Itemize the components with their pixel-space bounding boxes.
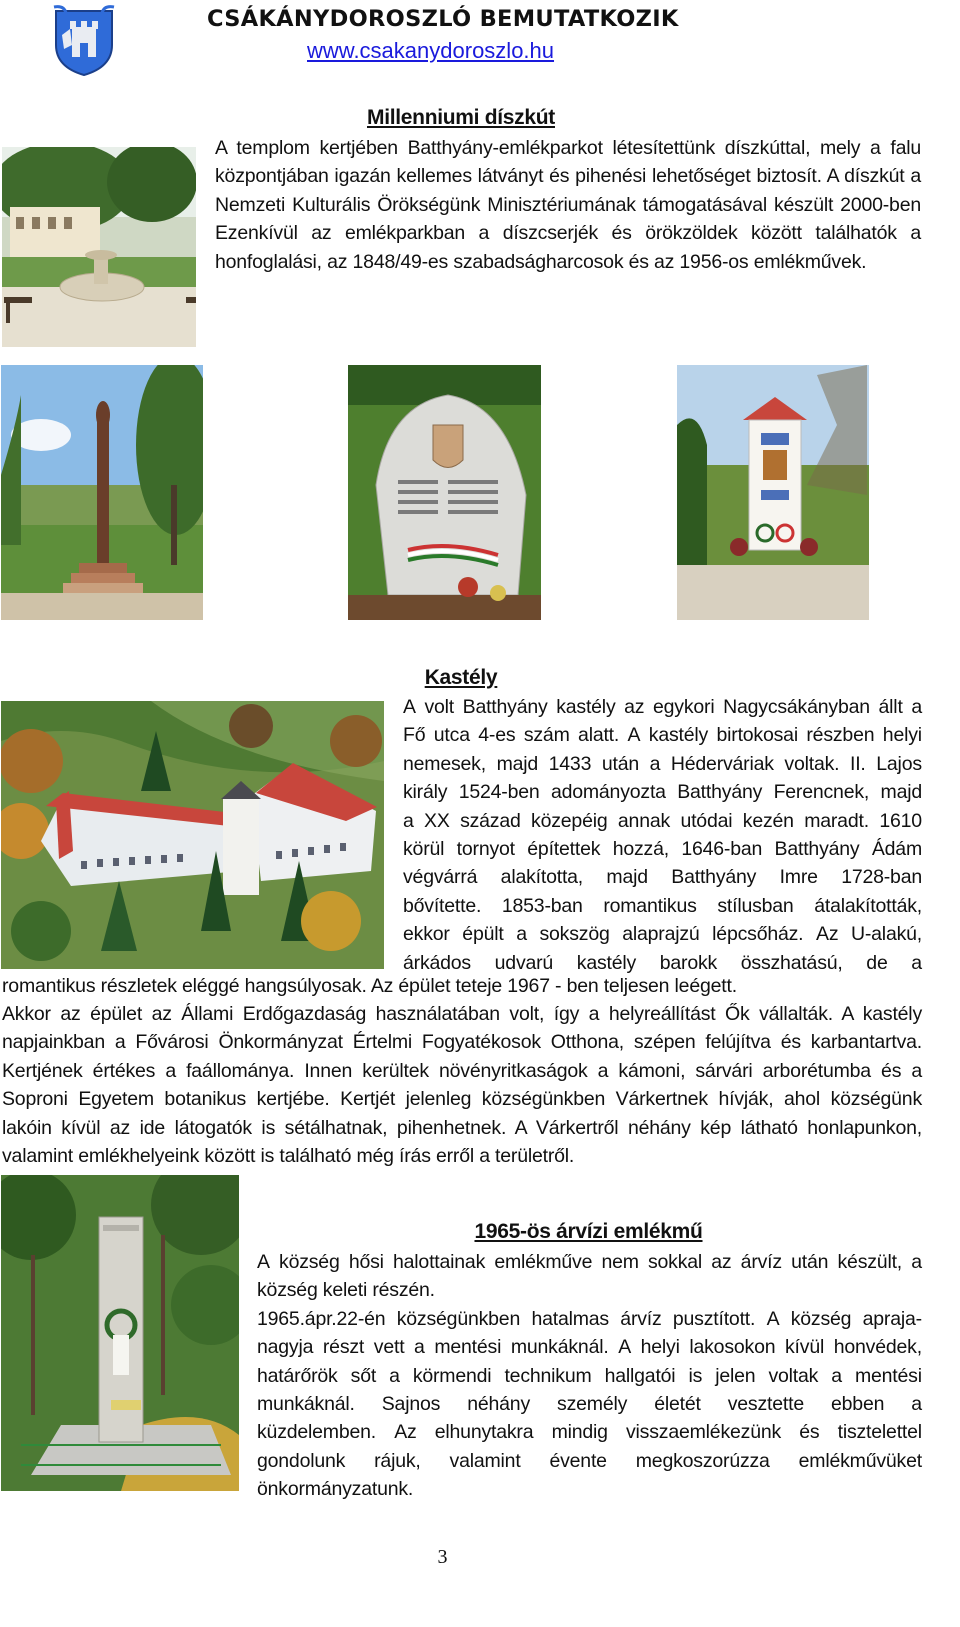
castle-text-line: Fő utca 4-es szám alatt. A kastély birtokosai részben helyi bbox=[403, 724, 922, 747]
flood-text-line: önkormányzatunk. bbox=[257, 1478, 414, 1501]
flood-text-line: gondolunk rájuk, valamint évente megkoszorúzza emlékművüket bbox=[257, 1449, 922, 1472]
monument-photo-column bbox=[1, 365, 203, 620]
flood-text-line: munkáknál. Sajnos néhány személy életét vesztette ebben a bbox=[257, 1392, 922, 1415]
fountain-paragraph: A templom kertjében Batthyány-emlékparkot létesítettünk díszkúttal, mely a falu központjában igazán kellemes látványt és pihenési lehetőséget biztosít. A díszkút a Nemzeti Kulturális Örökségünk Minisztériumának támogatásával készült 2000-ben Ezenkívül az emlékparkban a díszcserjék és örökzöldek között találhatók a honfoglalási, az 1848/49-es szabadságharcosok és az 1956-os emlékművek. bbox=[215, 137, 921, 273]
castle-paragraph-wrapped bbox=[403, 693, 922, 977]
castle-text-line: körül tornyot építettek hozzá, 1646-ban Batthyány Ádám bbox=[403, 837, 922, 860]
castle-aerial-photo bbox=[1, 701, 384, 969]
castle-text-line: árkádos udvarú kastély barokk összhatású, de a bbox=[403, 951, 922, 974]
flood-text-line: 1965.ápr.22-én községünkben hatalmas árvíz pusztított. A község apraja- bbox=[257, 1307, 922, 1330]
flood-text-line: határőrök sőt a körmendi technikum hallgatói is jelen voltak a mentési bbox=[257, 1364, 922, 1387]
fountain-photo bbox=[2, 147, 196, 347]
coat-of-arms-logo bbox=[52, 5, 116, 77]
castle-text-line: nemesek, majd 1433 után a Héderváriak voltak. II. Lajos bbox=[403, 752, 922, 775]
header-title: CSÁKÁNYDOROSZLÓ BEMUTATKOZIK bbox=[207, 6, 679, 32]
header-url-link[interactable]: www.csakanydoroszlo.hu bbox=[307, 38, 555, 63]
castle-text-line: a XX század közepéig annak utódai kezén maradt. 1610 bbox=[403, 809, 922, 832]
castle-text-line: ekkor épült a sokszög alaprajzú lépcsőház. Az U-alakú, bbox=[403, 923, 922, 946]
flood-memorial-photo bbox=[1, 1175, 239, 1491]
castle-paragraph-continuation: romantikus részletek eléggé hangsúlyosak. Az épület teteje 1967 - ben teljesen leégett. bbox=[2, 975, 737, 997]
castle-paragraph-2: Akkor az épület az Állami Erdőgazdaság használatában volt, így a helyreállítást Ők vállalták. A kastély napjainkban a Fővárosi Önkormányzat Értelmi Fogyatékosok Otthona, szépen felújítva és karbantartva. Kertjének értékes a faállománya. Innen kerültek növényritkaságok a kámoni, sárvári arborétumba és a Soproni Egyetem botanikus kertjébe. Kertjét jelenleg községünkben Várkertnek hívják, ahol községünk lakóin kívül az ide látogatók is sétálhatnak, pihenhetnek. A Várkertről néhány kép látható honlapunkon, valamint emlékhelyeink között is található még írás erről a területről. bbox=[2, 1003, 922, 1168]
castle-text-line: király 1524-ben adományozta Batthyány Ferencnek, majd bbox=[403, 781, 922, 804]
page-number: 3 bbox=[437, 1546, 448, 1568]
monument-photo-shrine bbox=[677, 365, 869, 620]
flood-text-line: küzdelemben. Az elhunytakra mindig visszaemlékezünk és tisztelettel bbox=[257, 1421, 922, 1444]
section-title-castle: Kastély bbox=[424, 666, 498, 689]
flood-text-line: nagyja részt vett a mentési munkáknál. A helyi lakosokon kívül honvédek, bbox=[257, 1336, 922, 1359]
monument-photo-stone bbox=[348, 365, 541, 620]
section-title-fountain: Millenniumi díszkút bbox=[367, 106, 555, 129]
flood-paragraph bbox=[257, 1248, 922, 1504]
castle-text-line: végvárrá alakította, majd Batthyány Imre 1728-ban bbox=[403, 866, 922, 889]
castle-text-line: bővítette. 1853-ban romantikus stílusban átalakították, bbox=[403, 894, 922, 917]
flood-text-line: község keleti részén. bbox=[257, 1279, 435, 1302]
castle-text-line: A volt Batthyány kastély az egykori Nagycsákányban állt a bbox=[403, 696, 922, 718]
flood-text-line: A község hősi halottainak emlékműve nem sokkal az árvíz után készült, a bbox=[257, 1251, 922, 1273]
section-title-flood: 1965-ös árvízi emlékmű bbox=[474, 1220, 703, 1243]
